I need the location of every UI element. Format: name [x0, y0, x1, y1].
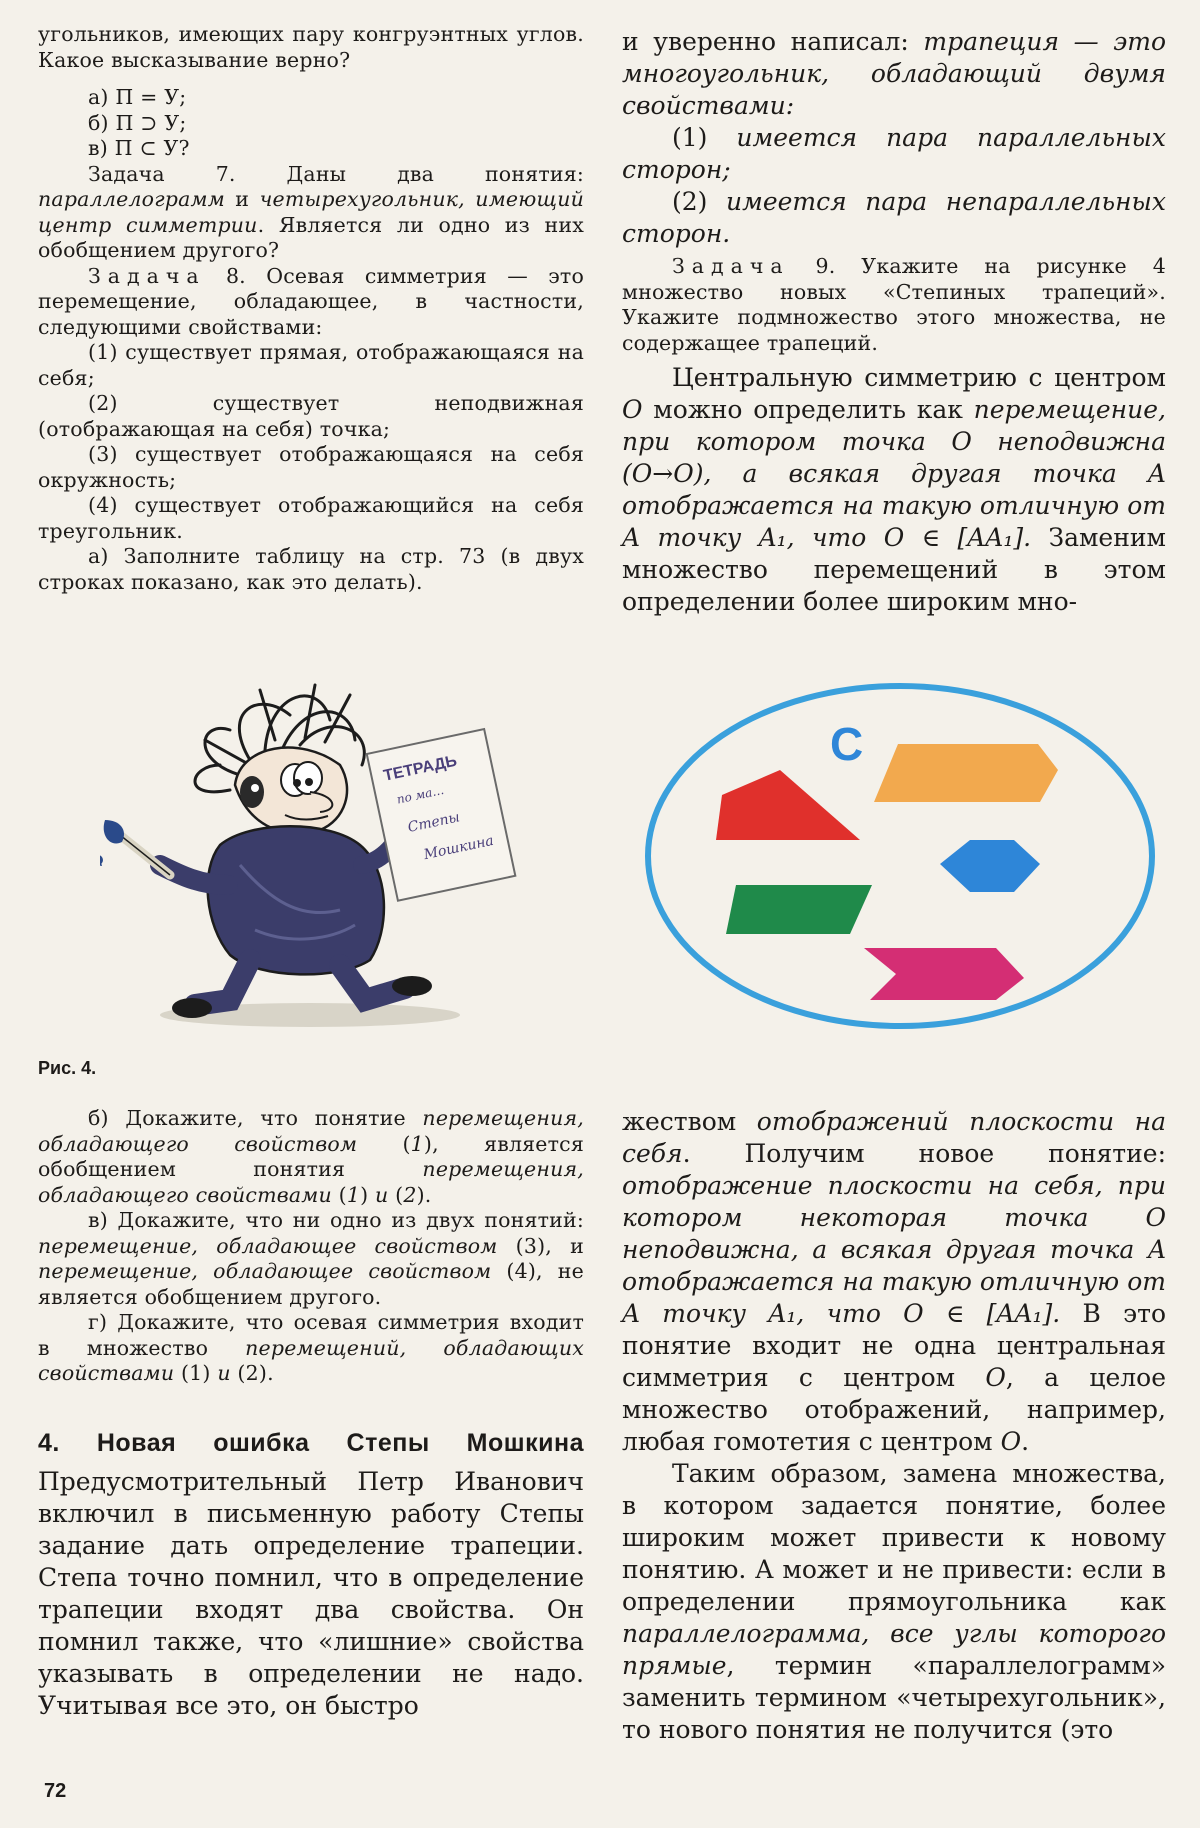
red-trapezoid: [716, 770, 860, 840]
task-9: Задача 9. Укажите на рисунке 4 множество новых «Степиных трапеций». Укажите подмножество этого множества, не содержащее трапеций.: [622, 254, 1166, 355]
definition-intro: и уверенно написал: трапеция — это многоугольник, обладающий двумя свойствами:: [622, 27, 1166, 120]
option-b: б) П ⊃ У;: [88, 110, 187, 135]
notebook-line-2: по ма…: [395, 782, 446, 807]
green-trapezoid: [726, 885, 872, 934]
part-b: б) Докажите, что понятие перемещения, обладающего свойством (1), является обобщением понятия перемещения, обладающего свойствами (1) и (2).: [38, 1106, 584, 1207]
property-nonparallel: (2) имеется пара непараллельных сторон.: [622, 187, 1167, 248]
task-8: Задача 8. Осевая симметрия — это перемещение, обладающее, в частности, следующими свойствами:: [38, 263, 584, 339]
property-3: (3) существует отображающаяся на себя окружность;: [38, 442, 584, 492]
paragraph-intro: угольников, имеющих пару конгруэнтных углов. Какое высказывание верно?: [38, 22, 584, 72]
task-7: Задача 7. Даны два понятия: параллелограмм и четырехугольник, имеющий центр симметрии. Является ли одно из них обобщением другого?: [38, 161, 584, 262]
blue-hexagon: [940, 840, 1040, 892]
part-a: а) Заполните таблицу на стр. 73 (в двух строках показано, как это делать).: [38, 544, 584, 594]
notebook-line-4: Мошкина: [422, 832, 496, 864]
notebook-line-3: Степы: [406, 809, 462, 836]
set-label: C: [830, 718, 864, 770]
option-a: а) П = У;: [88, 85, 187, 109]
central-symmetry-paragraph: Центральную симметрию с центром O можно определить как перемещение, при котором точка O неподвижна (O→O), а всякая другая точка A отображается на такую отличную от A точку A₁, что O ∈ [AA₁]. Заменим множество перемещений в этом определении более широким мно-: [622, 363, 1166, 616]
conclusion-paragraph: Таким образом, замена множества, в котором задается понятие, более широким может привести к новому понятию. А может и не привести: если в определении прямоугольника как параллелограмма, все углы которого прямые, термин «параллелограмм» заменить термином «четырехугольник», то нового понятия не получится (это: [622, 1459, 1166, 1744]
notebook: [367, 729, 516, 901]
right-column-bottom: [622, 1106, 1166, 1746]
property-1: (1) существует прямая, отображающаяся на себя;: [38, 340, 584, 390]
new-concept-paragraph: жеством отображений плоскости на себя. Получим новое понятие: отображение плоскости на себя, при котором некоторая точка O неподвижна, а всякая другая точка A отображается на такую отличную от A точку A₁, что O ∈ [AA₁]. В это понятие входит не одна центральная симметрия с центром O, а целое множество отображений, например, любая гомотетия с центром O.: [622, 1107, 1166, 1456]
left-column-bottom: [38, 1106, 584, 1722]
left-column-top: [38, 22, 584, 595]
orange-shape: [874, 744, 1058, 802]
part-v: в) Докажите, что ни одно из двух понятий: перемещение, обладающее свойством (3), и перемещение, обладающее свойством (4), не является обобщением другого.: [38, 1208, 584, 1309]
part-g: г) Докажите, что осевая симметрия входит в множество перемещений, обладающих свойствами (1) и (2).: [38, 1310, 585, 1385]
property-4: (4) существует отображающийся на себя треугольник.: [38, 493, 584, 543]
magenta-chevron: [864, 948, 1024, 1000]
property-2: (2) существует неподвижная (отображающая на себя) точка;: [38, 391, 584, 441]
styopa-illustration: [100, 670, 520, 1040]
right-column-top: [622, 26, 1166, 618]
story-paragraph: Предусмотрительный Петр Иванович включил в письменную работу Степы задание дать определение трапеции. Степа точно помнил, что в определение трапеции входят два свойства. Он помнил также, что «лишние» свойства указывать в определении не надо. Учитывая все это, он быстро: [38, 1466, 584, 1720]
page-number: 72: [44, 1780, 67, 1802]
option-c: в) П ⊂ У?: [88, 136, 190, 160]
property-parallel: (1) имеется пара параллельных сторон;: [622, 123, 1166, 184]
figure-caption: Рис. 4.: [38, 1058, 97, 1078]
section-heading: 4. Новая ошибка Степы Мошкина: [38, 1428, 584, 1457]
notebook-title: ТЕТРАДЬ: [382, 752, 459, 785]
shapes-set-diagram: [640, 680, 1160, 1032]
